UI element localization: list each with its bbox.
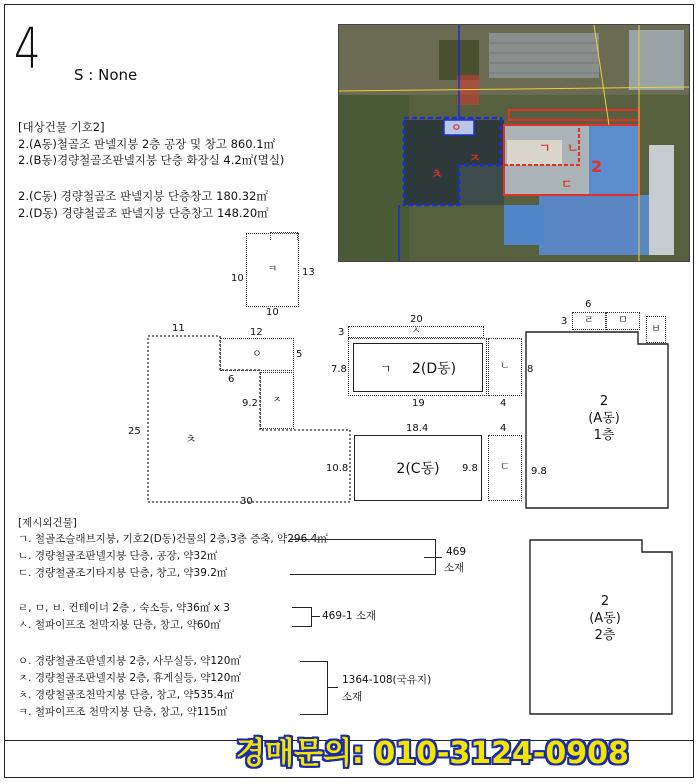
building-k-tab: [270, 232, 298, 240]
dim-k-bottom: 10: [266, 307, 279, 318]
photo-label-n: ㄴ: [567, 141, 579, 155]
building-k: [246, 233, 299, 307]
target-heading: [대상건물 기호2]: [18, 120, 105, 134]
dim-ch-bottom: 30: [240, 496, 253, 507]
building-a1-line2: (A동): [588, 411, 620, 426]
dim-o-bottom: 6: [228, 374, 235, 385]
dim-ch-left: 25: [128, 426, 141, 437]
dim-g-left: 7.8: [331, 364, 347, 375]
dim-o-right: 5: [296, 349, 303, 360]
dim-c-top: 18.4: [406, 423, 429, 434]
building-a2-line2: (A동): [589, 611, 621, 626]
excluded-g3-line3: ㅊ. 경량철골조천막지붕 단층, 창고, 약535.4㎡: [18, 689, 235, 701]
building-d-name: 2(D동): [412, 361, 457, 377]
g1-connector: [424, 557, 442, 558]
dim-k-left: 10: [231, 273, 244, 284]
excluded-g1-line2: ㄴ. 경량철골조판넬지붕 단층, 공장, 약32㎡: [18, 550, 218, 562]
g3-connector: [328, 687, 338, 688]
building-o: [220, 338, 294, 371]
g2-bracket: [292, 607, 312, 627]
building-j: [260, 372, 294, 429]
photo-label-j: ㅈ: [469, 151, 481, 165]
dim-k-right: 13: [302, 267, 315, 278]
photo-label-2: 2: [591, 157, 603, 176]
building-k-label: ㅋ: [267, 264, 278, 275]
dim-g-bottom: 19: [412, 398, 425, 409]
building-n-label: ㄴ: [500, 361, 510, 372]
photo-label-o: ㅇ: [451, 121, 462, 134]
target-line-c: 2.(C동) 경량철골조 판넬지붕 단층창고 180.32㎡: [18, 189, 268, 203]
scale-label: S : None: [74, 66, 138, 84]
g3-location-1: 1364-108(국유지): [342, 674, 432, 686]
target-line-d: 2.(D동) 경량철골조 판넬지붕 단층창고 148.20㎡: [18, 206, 269, 220]
building-j-label: ㅈ: [272, 394, 282, 406]
dim-s-left: 3: [338, 327, 345, 338]
building-ch-label: ㅊ: [185, 432, 197, 446]
dim-r-top: 6: [585, 299, 592, 310]
building-m: [606, 312, 640, 330]
dim-ch-right: 10.8: [326, 463, 349, 474]
building-a1-text: [574, 393, 634, 444]
dim-r-left: 3: [561, 316, 568, 327]
building-b-label: ㅂ: [651, 323, 661, 335]
excluded-g3-line2: ㅈ. 경량철골조판넬지붕 2층, 휴게실등, 약120㎡: [18, 672, 241, 684]
excluded-g1-line1: ㄱ. 철골조슬래브지붕, 기호2(D동)건물의 2층,3층 증축, 약296.4㎡: [18, 533, 328, 545]
building-a1-line1: 2: [599, 394, 609, 409]
dim-n-bottom: 4: [500, 398, 507, 409]
g2-location: 469-1 소재: [322, 610, 377, 622]
building-o-label: ㅇ: [252, 348, 262, 360]
building-a2-text: [575, 593, 635, 644]
photo-label-ch: ㅊ: [431, 167, 443, 181]
aerial-photo-drawing: [339, 25, 690, 262]
dim-c-right: 9.8: [462, 463, 478, 474]
g3-location-2: 소재: [342, 691, 363, 703]
building-m-label: ㅁ: [618, 315, 628, 326]
dim-ch-top: 11: [172, 323, 185, 334]
page-number: 4: [14, 17, 41, 82]
building-n: [488, 338, 522, 396]
g2-connector: [312, 616, 320, 617]
excluded-g3-line1: ㅇ. 경량철골조판넬지붕 2층, 사무실등, 약120㎡: [18, 655, 241, 667]
g1-bracket: [290, 539, 436, 575]
dim-o-top: 12: [250, 327, 263, 338]
aerial-photo: [338, 24, 690, 262]
excluded-g1-line3: ㄷ. 경량철골조기타지붕 단층, 창고, 약39.2㎡: [18, 567, 228, 579]
target-line-b: 2.(B동)경량철골조판넬지붕 단층 화장실 4.2㎡(멸실): [18, 153, 285, 167]
target-line-a: 2.(A동)철골조 판넬지붕 2층 공장 및 창고 860.1㎡: [18, 137, 276, 151]
excluded-g2-line1: ㄹ, ㅁ, ㅂ. 컨테이너 2층 , 숙소등, 약36㎡ x 3: [18, 602, 230, 614]
g1-location-1: 469: [446, 546, 467, 558]
building-c-name: 2(C동): [396, 461, 440, 477]
building-r-label: ㄹ: [584, 315, 594, 326]
excluded-g2-line2: ㅅ. 철파이프조 천막지붕 단층, 창고, 약60㎡: [18, 619, 221, 631]
excluded-heading: [제시외건물]: [18, 517, 77, 529]
dim-j-left: 9.2: [242, 398, 258, 409]
g3-bracket: [300, 661, 328, 715]
building-r: [572, 312, 606, 330]
building-dd: [488, 435, 522, 501]
building-g-label: ㄱ: [380, 362, 392, 376]
g1-location-2: 소재: [444, 562, 465, 574]
building-a2-line1: 2: [600, 594, 610, 609]
building-dd-label: ㄷ: [500, 462, 510, 473]
photo-label-g: ㄱ: [539, 141, 551, 155]
excluded-g3-line4: ㅋ. 철파이프조 천막지붕 단층, 창고, 약115㎡: [18, 706, 228, 718]
auction-contact-banner: 경매문의: 010-3124-0908: [236, 736, 629, 771]
dim-s-top: 20: [410, 314, 423, 325]
dim-dd-top: 4: [500, 423, 507, 434]
dim-dd-right: 9.8: [531, 466, 547, 477]
building-a1-line3: 1층: [593, 428, 615, 443]
building-a2-line3: 2층: [594, 628, 616, 643]
photo-label-d: ㄷ: [561, 177, 573, 191]
dim-n-right: 8: [527, 364, 534, 375]
building-s: [348, 326, 484, 338]
building-s-label: ㅅ: [411, 326, 421, 337]
